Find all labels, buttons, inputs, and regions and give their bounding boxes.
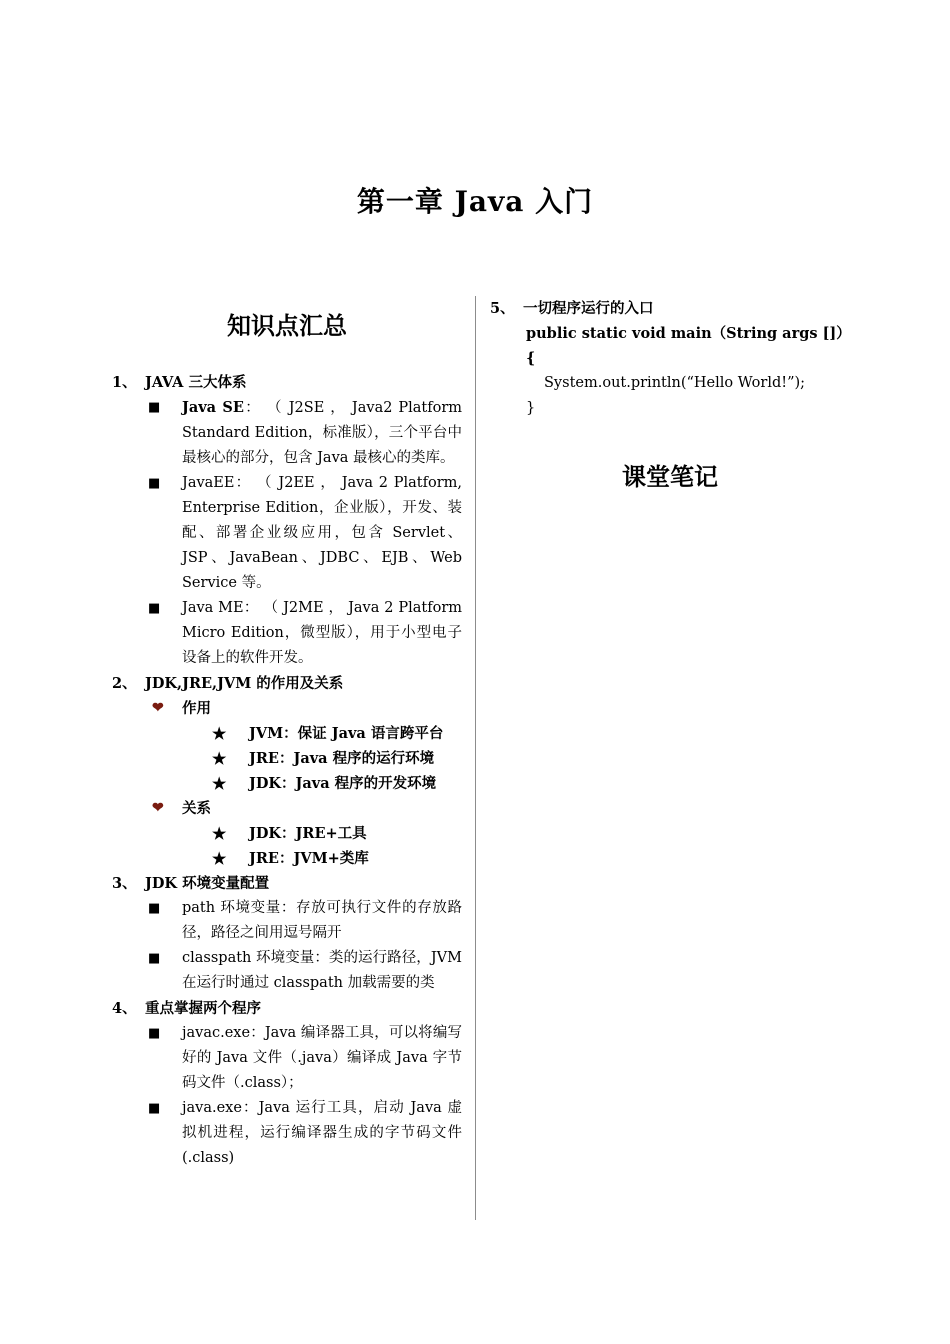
page-title: 第一章 Java 入门 [356,185,594,218]
list-item [212,846,462,871]
list-item [212,821,462,846]
square-bullet-icon: ■ [148,1101,161,1116]
list-item [148,596,462,671]
list-item [148,471,462,596]
section-5-title [490,296,850,321]
star-bullet-icon: ★ [212,774,227,793]
square-bullet-icon: ■ [148,1026,161,1041]
list-item-text: java.exe：Java 运行工具，启动 Java 虚拟机进程，运行编译器生成的字节码文件(.class) [182,1100,462,1166]
square-bullet-icon: ■ [148,476,161,491]
code-line: System.out.println(“Hello World!”); [544,375,806,391]
star-bullet-icon: ★ [212,849,227,868]
square-bullet-icon: ■ [148,400,161,415]
section-1-title [112,370,462,395]
section-title: 重点掌握两个程序 [145,1000,261,1017]
star-bullet-icon: ★ [212,724,227,743]
list-item-text: path 环境变量：存放可执行文件的存放路径，路径之间用逗号隔开 [182,900,462,941]
section-title: JDK,JRE,JVM 的作用及关系 [145,675,344,692]
left-column [112,300,462,1171]
section-number: 5、 [490,300,515,317]
section-3-title [112,871,462,896]
square-bullet-icon: ■ [148,951,161,966]
heart-bullet-icon: ❤ [152,800,164,816]
section-number: 2、 [112,675,137,692]
right-column [490,296,850,492]
list-item [148,1096,462,1171]
section-number: 4、 [112,1000,137,1017]
code-line: public static void main（String args []）{ [526,325,844,367]
column-divider [475,296,476,1220]
section-number: 3、 [112,875,137,892]
list-item-text: javac.exe：Java 编译器工具，可以将编写好的 Java 文件（.java）编译成 Java 字节码文件（.class）； [182,1025,462,1091]
list-item-text: JDK：JRE+工具 [249,825,367,842]
list-item-text: JavaEE： （ J2EE ， Java 2 Platform, Enterprise Edition，企业版），开发、装配、部署企业级应用，包含 Servlet、JSP、JavaBean、JDBC、EJB、Web Service 等。 [182,475,462,591]
list-item-text: ： （ J2SE ， Java2 Platform Standard Edition，标准版），三个平台中最核心的部分，包含 Java 最核心的类库。 [182,400,463,466]
list-item-text: classpath 环境变量：类的运行路径，JVM 在运行时通过 classpath 加载需要的类 [182,950,462,991]
subsection-relation [152,796,462,821]
list-item-text: JDK：Java 程序的开发环境 [249,775,437,792]
section-title: JDK 环境变量配置 [145,875,270,892]
star-bullet-icon: ★ [212,824,227,843]
list-item [148,896,462,946]
subsection-label: 关系 [182,800,211,817]
section-title: JAVA 三大体系 [145,374,247,391]
star-bullet-icon: ★ [212,749,227,768]
heart-bullet-icon: ❤ [152,700,164,716]
list-item-bold: Java SE [182,399,244,416]
list-item [148,1021,462,1096]
list-item-text: JRE：JVM+类库 [249,850,369,867]
list-item [212,721,462,746]
list-item-text: Java ME： （ J2ME ， Java 2 Platform Micro Edition，微型版），用于小型电子设备上的软件开发。 [182,600,462,666]
list-item [212,771,462,796]
subsection-role [152,696,462,721]
section-4-title [112,996,462,1021]
class-notes-heading: 课堂笔记 [622,462,718,491]
section-number: 1、 [112,374,137,391]
list-item-text: JVM：保证 Java 语言跨平台 [249,725,444,742]
list-item [212,746,462,771]
knowledge-summary-heading: 知识点汇总 [227,311,347,340]
square-bullet-icon: ■ [148,601,161,616]
section-2-title [112,671,462,696]
list-item [148,946,462,996]
list-item [148,395,462,471]
list-item-text: JRE：Java 程序的运行环境 [249,750,435,767]
code-line: } [526,400,536,416]
section-title: 一切程序运行的入口 [523,300,654,317]
square-bullet-icon: ■ [148,901,161,916]
subsection-label: 作用 [182,700,211,717]
